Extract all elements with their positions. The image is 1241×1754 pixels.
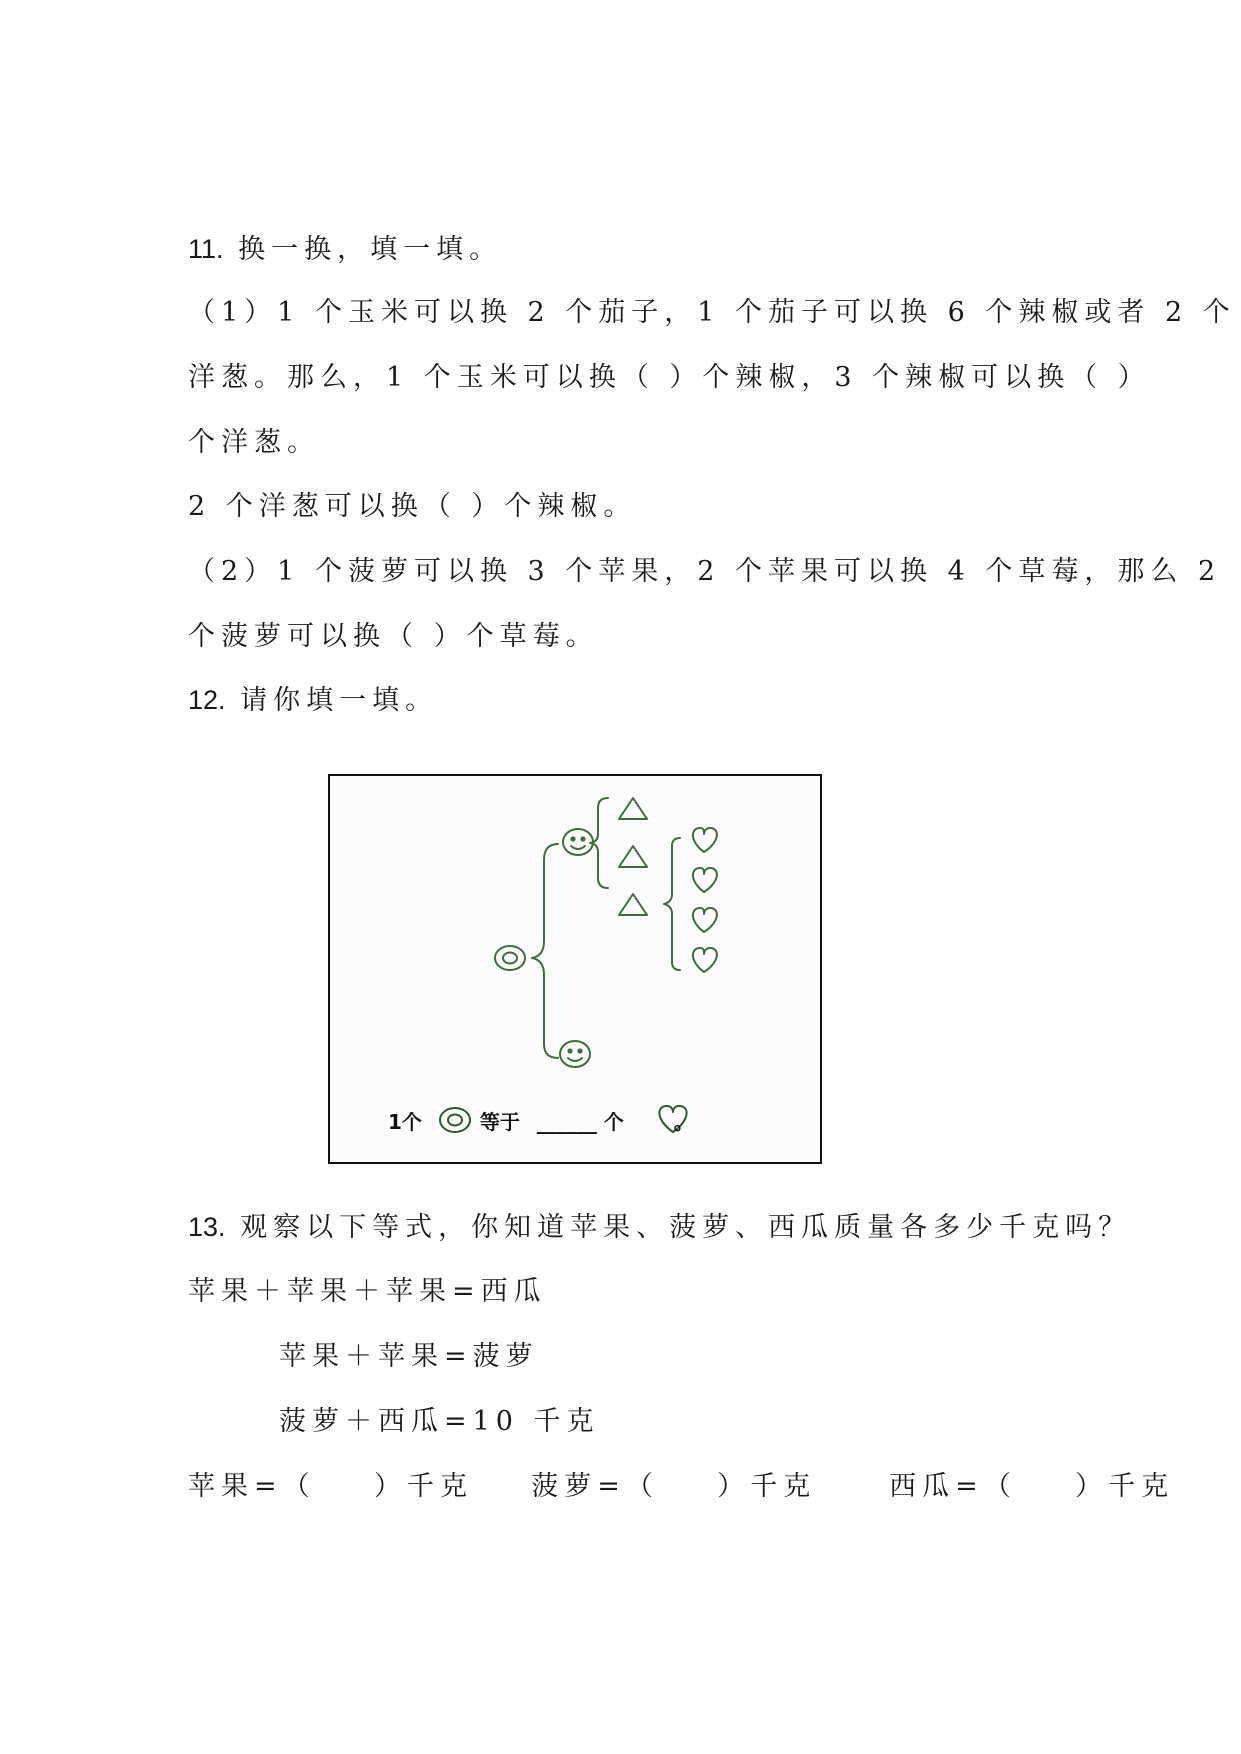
q12-title: 请你填一填。 [240,685,439,716]
q11-part1-line4: 2 个洋葱可以换（ ）个辣椒。 [188,491,637,522]
q13-equation-1: 苹果＋苹果＋苹果=西瓜 [188,1276,547,1307]
caption-unit: 个 [603,1110,624,1134]
q12-figure-caption [388,1106,694,1135]
heart-icon [693,948,717,972]
caption-end: 。 [673,1110,694,1134]
q11-part1-line3: 个洋葱。 [188,427,320,458]
q11-part1-line1: （1）1 个玉米可以换 2 个茄子，1 个茄子可以换 6 个辣椒或者 2 个 [188,297,1236,328]
q11-part1-line2: 洋葱。那么，1 个玉米可以换（ ）个辣椒，3 个辣椒可以换（ ） [188,362,1151,393]
q11-number: 11. [188,234,224,264]
smiley-icon [560,1041,590,1067]
q12-number: 12. [188,685,226,715]
q13-equation-3: 菠萝＋西瓜=10 千克 [279,1406,600,1437]
q12-heading [188,683,438,718]
double-circle-icon [495,946,525,970]
smiley-icon [563,829,593,855]
q13-answers: 苹果=（ ）千克 菠萝=（ ）千克 西瓜=（ ）千克 [188,1471,1175,1502]
caption-blank: ______ [536,1110,597,1134]
heart-icon [693,868,717,892]
q11-heading [188,232,502,267]
q12-diagram [330,776,820,1162]
caption-equals: 等于 [479,1110,520,1134]
triangle-icon [619,798,647,819]
caption-prefix: 1个 [388,1110,422,1134]
q11-part2-line1: （2）1 个菠萝可以换 3 个苹果，2 个苹果可以换 4 个草莓，那么 2 [188,556,1222,587]
q13-number: 13. [188,1212,226,1242]
triangle-icon [619,894,647,915]
q11-part2-line2: 个菠萝可以换（ ）个草莓。 [188,621,599,652]
heart-icon [693,908,717,932]
brace-small [664,838,680,970]
brace-medium [590,798,608,888]
triangle-icon [619,846,647,867]
q13-title: 观察以下等式，你知道苹果、菠萝、西瓜质量各多少千克吗？ [240,1212,1132,1243]
heart-icon [693,828,717,852]
q13-heading [188,1210,1131,1245]
q11-title: 换一换，填一填。 [238,234,503,265]
q13-equation-2: 苹果＋苹果=菠萝 [279,1341,539,1372]
brace-large [532,844,558,1058]
q12-figure [328,774,822,1164]
